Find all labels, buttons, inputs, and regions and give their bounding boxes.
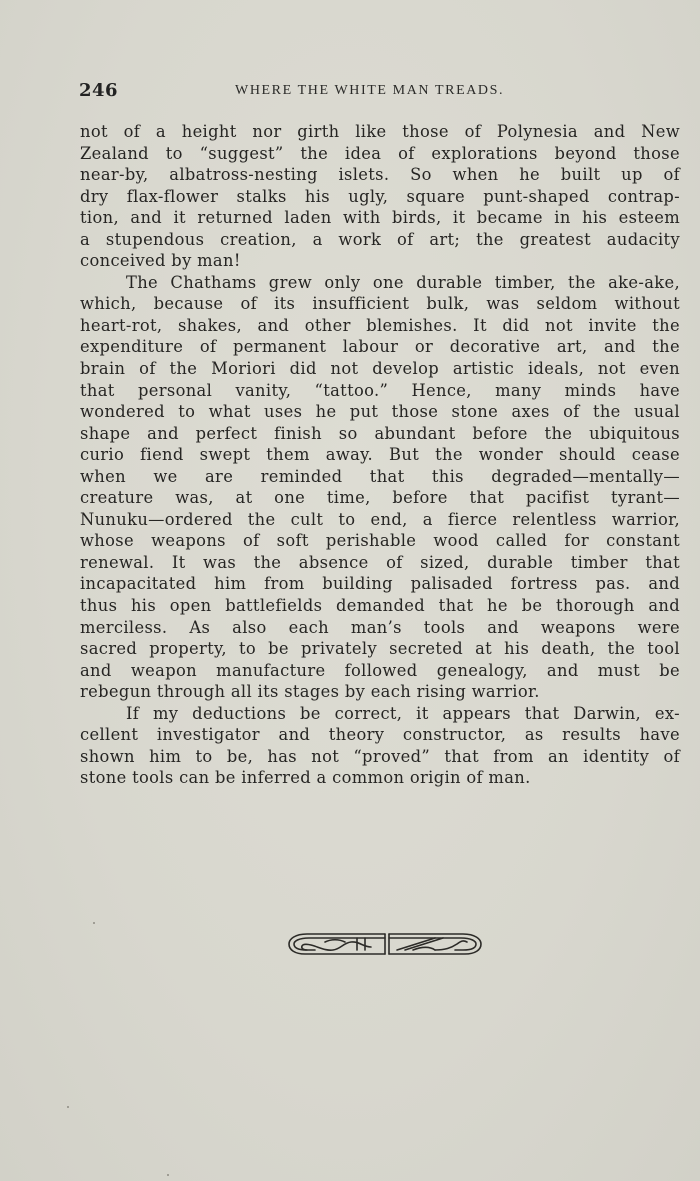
text-line: Zealand to “suggest” the idea of explorations beyond those xyxy=(80,143,680,163)
page-header xyxy=(79,80,679,104)
text-line: dry flax-flower stalks his ugly, square punt-shaped contrap- xyxy=(80,186,680,206)
text-line: curio fiend swept them away. But the wonder should cease xyxy=(80,445,680,465)
text-line: conceived by man! xyxy=(80,251,241,271)
text-line: cellent investigator and theory constructor, as results have xyxy=(80,725,680,745)
text-line: which, because of its insufficient bulk, was seldom without xyxy=(80,294,680,314)
text-line: incapacitated him from building palisaded fortress pas. and xyxy=(80,574,680,594)
text-line: when we are reminded that this degraded—mentally— xyxy=(80,466,680,486)
text-line: Nunuku—ordered the cult to end, a fierce relentless warrior, xyxy=(80,509,680,529)
text-line: near-by, albatross-nesting islets. So when he built up of xyxy=(80,165,680,185)
running-head: WHERE THE WHITE MAN TREADS. xyxy=(235,83,505,98)
text-line: thus his open battlefields demanded that he be thorough and xyxy=(80,596,680,616)
paper-speck xyxy=(167,1174,169,1176)
text-line: that personal vanity, “tattoo.” Hence, many minds have xyxy=(80,380,680,400)
text-line: stone tools can be inferred a common origin of man. xyxy=(80,768,531,788)
text-line: renewal. It was the absence of sized, durable timber that xyxy=(80,552,680,572)
text-line: creature was, at one time, before that pacifist tyrant— xyxy=(80,488,680,508)
text-line: shape and perfect finish so abundant before the ubiquitous xyxy=(80,423,680,443)
paper-speck xyxy=(67,1106,69,1108)
text-line: If my deductions be correct, it appears that Darwin, ex- xyxy=(126,703,680,723)
text-line: heart-rot, shakes, and other blemishes. It did not invite the xyxy=(80,315,680,335)
paragraph-1 xyxy=(80,121,680,272)
text-line: expenditure of permanent labour or decorative art, and the xyxy=(80,337,680,357)
scroll-ornament-icon xyxy=(285,929,485,959)
text-line: sacred property, to be privately secreted at his death, the tool xyxy=(80,639,680,659)
text-line: The Chathams grew only one durable timber, the ake-ake, xyxy=(126,272,680,292)
text-line: rebegun through all its stages by each rising warrior. xyxy=(80,682,540,702)
paragraph-3 xyxy=(80,703,680,789)
text-line: tion, and it returned laden with birds, it became in his esteem xyxy=(80,208,680,228)
text-line: a stupendous creation, a work of art; the greatest audacity xyxy=(80,229,680,249)
paragraph-2 xyxy=(80,272,680,703)
text-line: shown him to be, has not “proved” that from an identity of xyxy=(80,746,680,766)
text-line: merciless. As also each man’s tools and weapons were xyxy=(80,617,680,637)
body-text xyxy=(80,121,680,789)
text-line: and weapon manufacture followed genealogy, and must be xyxy=(80,660,680,680)
text-line: whose weapons of soft perishable wood called for constant xyxy=(80,531,680,551)
paper-speck xyxy=(93,922,95,924)
page-number: 246 xyxy=(79,80,119,101)
text-line: brain of the Moriori did not develop artistic ideals, not even xyxy=(80,359,680,379)
text-line: not of a height nor girth like those of Polynesia and New xyxy=(80,122,680,141)
text-line: wondered to what uses he put those stone axes of the usual xyxy=(80,402,680,422)
